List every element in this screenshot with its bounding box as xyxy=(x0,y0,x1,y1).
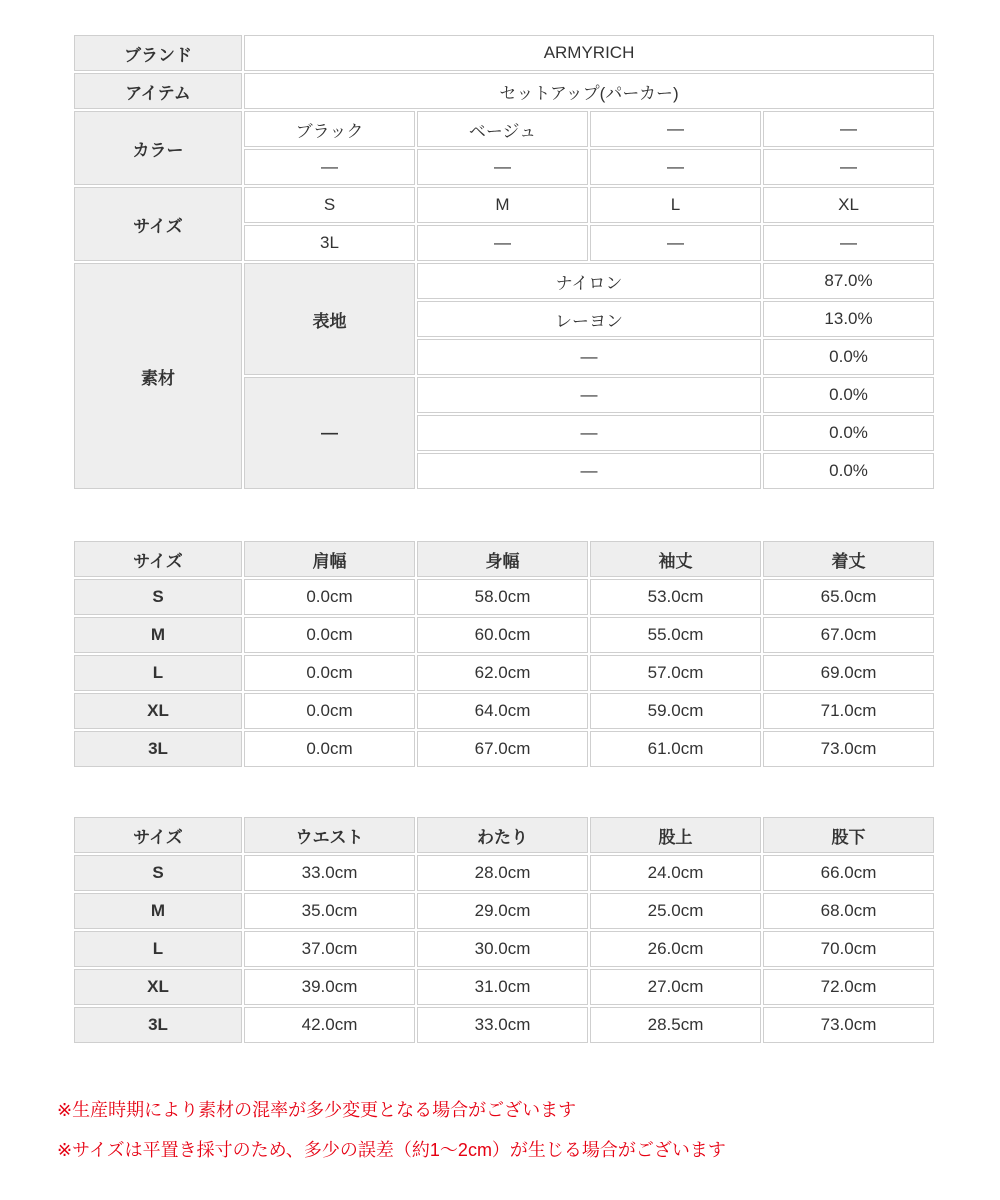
tops-value-cell: 65.0cm xyxy=(763,579,934,615)
material-pct-cell: 0.0% xyxy=(763,453,934,489)
tops-header-cell: 肩幅 xyxy=(244,541,415,577)
tops-value-cell: 58.0cm xyxy=(417,579,588,615)
color-value-cell: ベージュ xyxy=(417,111,588,147)
bottoms-value-cell: 25.0cm xyxy=(590,893,761,929)
color-value-cell: — xyxy=(417,149,588,185)
tops-value-cell: 67.0cm xyxy=(417,731,588,767)
bottoms-value-cell: 33.0cm xyxy=(244,855,415,891)
bottoms-value-cell: 72.0cm xyxy=(763,969,934,1005)
tops-header-cell: 袖丈 xyxy=(590,541,761,577)
tops-value-cell: 62.0cm xyxy=(417,655,588,691)
bottoms-value-cell: 66.0cm xyxy=(763,855,934,891)
material-name-cell: ナイロン xyxy=(417,263,761,299)
material-name-cell: レーヨン xyxy=(417,301,761,337)
size-value-cell: — xyxy=(590,225,761,261)
bottoms-value-cell: 35.0cm xyxy=(244,893,415,929)
size-value-cell: — xyxy=(417,225,588,261)
tops-header-cell: 着丈 xyxy=(763,541,934,577)
bottoms-size-cell: S xyxy=(74,855,242,891)
material-part-cell: — xyxy=(244,377,415,489)
tops-size-cell: 3L xyxy=(74,731,242,767)
bottoms-value-cell: 31.0cm xyxy=(417,969,588,1005)
bottoms-value-cell: 28.0cm xyxy=(417,855,588,891)
bottoms-value-cell: 73.0cm xyxy=(763,1007,934,1043)
tops-size-cell: M xyxy=(74,617,242,653)
note-material-variance: ※生産時期により素材の混率が多少変更となる場合がございます xyxy=(57,1100,577,1120)
bottoms-value-cell: 30.0cm xyxy=(417,931,588,967)
bottoms-size-cell: M xyxy=(74,893,242,929)
material-part-cell: 表地 xyxy=(244,263,415,375)
tops-value-cell: 57.0cm xyxy=(590,655,761,691)
color-value-cell: — xyxy=(244,149,415,185)
bottoms-value-cell: 37.0cm xyxy=(244,931,415,967)
tops-size-cell: S xyxy=(74,579,242,615)
item-label-cell: アイテム xyxy=(74,73,242,109)
size-table-bottoms xyxy=(72,815,936,1045)
material-name-cell: — xyxy=(417,415,761,451)
tops-value-cell: 60.0cm xyxy=(417,617,588,653)
material-pct-cell: 0.0% xyxy=(763,415,934,451)
size-table-tops xyxy=(72,539,936,769)
size-value-cell: — xyxy=(763,225,934,261)
bottoms-value-cell: 70.0cm xyxy=(763,931,934,967)
tops-row-l xyxy=(74,655,934,691)
size-value-cell: 3L xyxy=(244,225,415,261)
bottoms-size-cell: 3L xyxy=(74,1007,242,1043)
bottoms-row-s xyxy=(74,855,934,891)
bottoms-value-cell: 28.5cm xyxy=(590,1007,761,1043)
color-value-cell: — xyxy=(763,149,934,185)
tops-value-cell: 67.0cm xyxy=(763,617,934,653)
bottoms-value-cell: 27.0cm xyxy=(590,969,761,1005)
bottoms-header-row xyxy=(74,817,934,853)
bottoms-value-cell: 29.0cm xyxy=(417,893,588,929)
disclaimer-notes xyxy=(57,1097,1000,1163)
size-value-cell: S xyxy=(244,187,415,223)
brand-label-cell: ブランド xyxy=(74,35,242,71)
color-value-cell: — xyxy=(590,149,761,185)
tops-header-row xyxy=(74,541,934,577)
tops-row-m xyxy=(74,617,934,653)
tops-value-cell: 53.0cm xyxy=(590,579,761,615)
tops-value-cell: 55.0cm xyxy=(590,617,761,653)
tops-row-3l xyxy=(74,731,934,767)
bottoms-header-cell: サイズ xyxy=(74,817,242,853)
bottoms-header-cell: わたり xyxy=(417,817,588,853)
bottoms-size-cell: XL xyxy=(74,969,242,1005)
size-value-cell: M xyxy=(417,187,588,223)
color-value-cell: — xyxy=(763,111,934,147)
tops-size-cell: XL xyxy=(74,693,242,729)
material-name-cell: — xyxy=(417,339,761,375)
size-label-cell: サイズ xyxy=(74,187,242,261)
color-row-1 xyxy=(74,111,934,147)
material-pct-cell: 13.0% xyxy=(763,301,934,337)
tops-value-cell: 64.0cm xyxy=(417,693,588,729)
bottoms-value-cell: 68.0cm xyxy=(763,893,934,929)
bottoms-value-cell: 33.0cm xyxy=(417,1007,588,1043)
bottoms-row-xl xyxy=(74,969,934,1005)
tops-row-xl xyxy=(74,693,934,729)
brand-row xyxy=(74,35,934,71)
item-row xyxy=(74,73,934,109)
product-info-table xyxy=(72,33,936,491)
bottoms-header-cell: 股上 xyxy=(590,817,761,853)
bottoms-row-l xyxy=(74,931,934,967)
note-measurement-tolerance: ※サイズは平置き採寸のため、多少の誤差（約1〜2cm）が生じる場合がございます xyxy=(57,1140,726,1160)
bottoms-row-3l xyxy=(74,1007,934,1043)
brand-value-cell: ARMYRICH xyxy=(244,35,934,71)
tops-value-cell: 0.0cm xyxy=(244,655,415,691)
bottoms-size-cell: L xyxy=(74,931,242,967)
tops-value-cell: 73.0cm xyxy=(763,731,934,767)
material-name-cell: — xyxy=(417,377,761,413)
material-pct-cell: 87.0% xyxy=(763,263,934,299)
item-value-cell: セットアップ(パーカー) xyxy=(244,73,934,109)
tops-row-s xyxy=(74,579,934,615)
tops-value-cell: 0.0cm xyxy=(244,579,415,615)
tops-value-cell: 71.0cm xyxy=(763,693,934,729)
bottoms-header-cell: ウエスト xyxy=(244,817,415,853)
tops-value-cell: 0.0cm xyxy=(244,617,415,653)
tops-value-cell: 69.0cm xyxy=(763,655,934,691)
tops-value-cell: 0.0cm xyxy=(244,731,415,767)
material-pct-cell: 0.0% xyxy=(763,377,934,413)
bottoms-value-cell: 39.0cm xyxy=(244,969,415,1005)
tops-value-cell: 0.0cm xyxy=(244,693,415,729)
tops-value-cell: 59.0cm xyxy=(590,693,761,729)
color-value-cell: — xyxy=(590,111,761,147)
tops-value-cell: 61.0cm xyxy=(590,731,761,767)
bottoms-value-cell: 42.0cm xyxy=(244,1007,415,1043)
size-value-cell: XL xyxy=(763,187,934,223)
bottoms-value-cell: 26.0cm xyxy=(590,931,761,967)
color-label-cell: カラー xyxy=(74,111,242,185)
material-label-cell: 素材 xyxy=(74,263,242,489)
tops-size-cell: L xyxy=(74,655,242,691)
tops-header-cell: 身幅 xyxy=(417,541,588,577)
bottoms-row-m xyxy=(74,893,934,929)
material-row xyxy=(74,263,934,299)
color-value-cell: ブラック xyxy=(244,111,415,147)
tops-header-cell: サイズ xyxy=(74,541,242,577)
material-name-cell: — xyxy=(417,453,761,489)
material-pct-cell: 0.0% xyxy=(763,339,934,375)
size-row-1 xyxy=(74,187,934,223)
bottoms-header-cell: 股下 xyxy=(763,817,934,853)
bottoms-value-cell: 24.0cm xyxy=(590,855,761,891)
size-value-cell: L xyxy=(590,187,761,223)
